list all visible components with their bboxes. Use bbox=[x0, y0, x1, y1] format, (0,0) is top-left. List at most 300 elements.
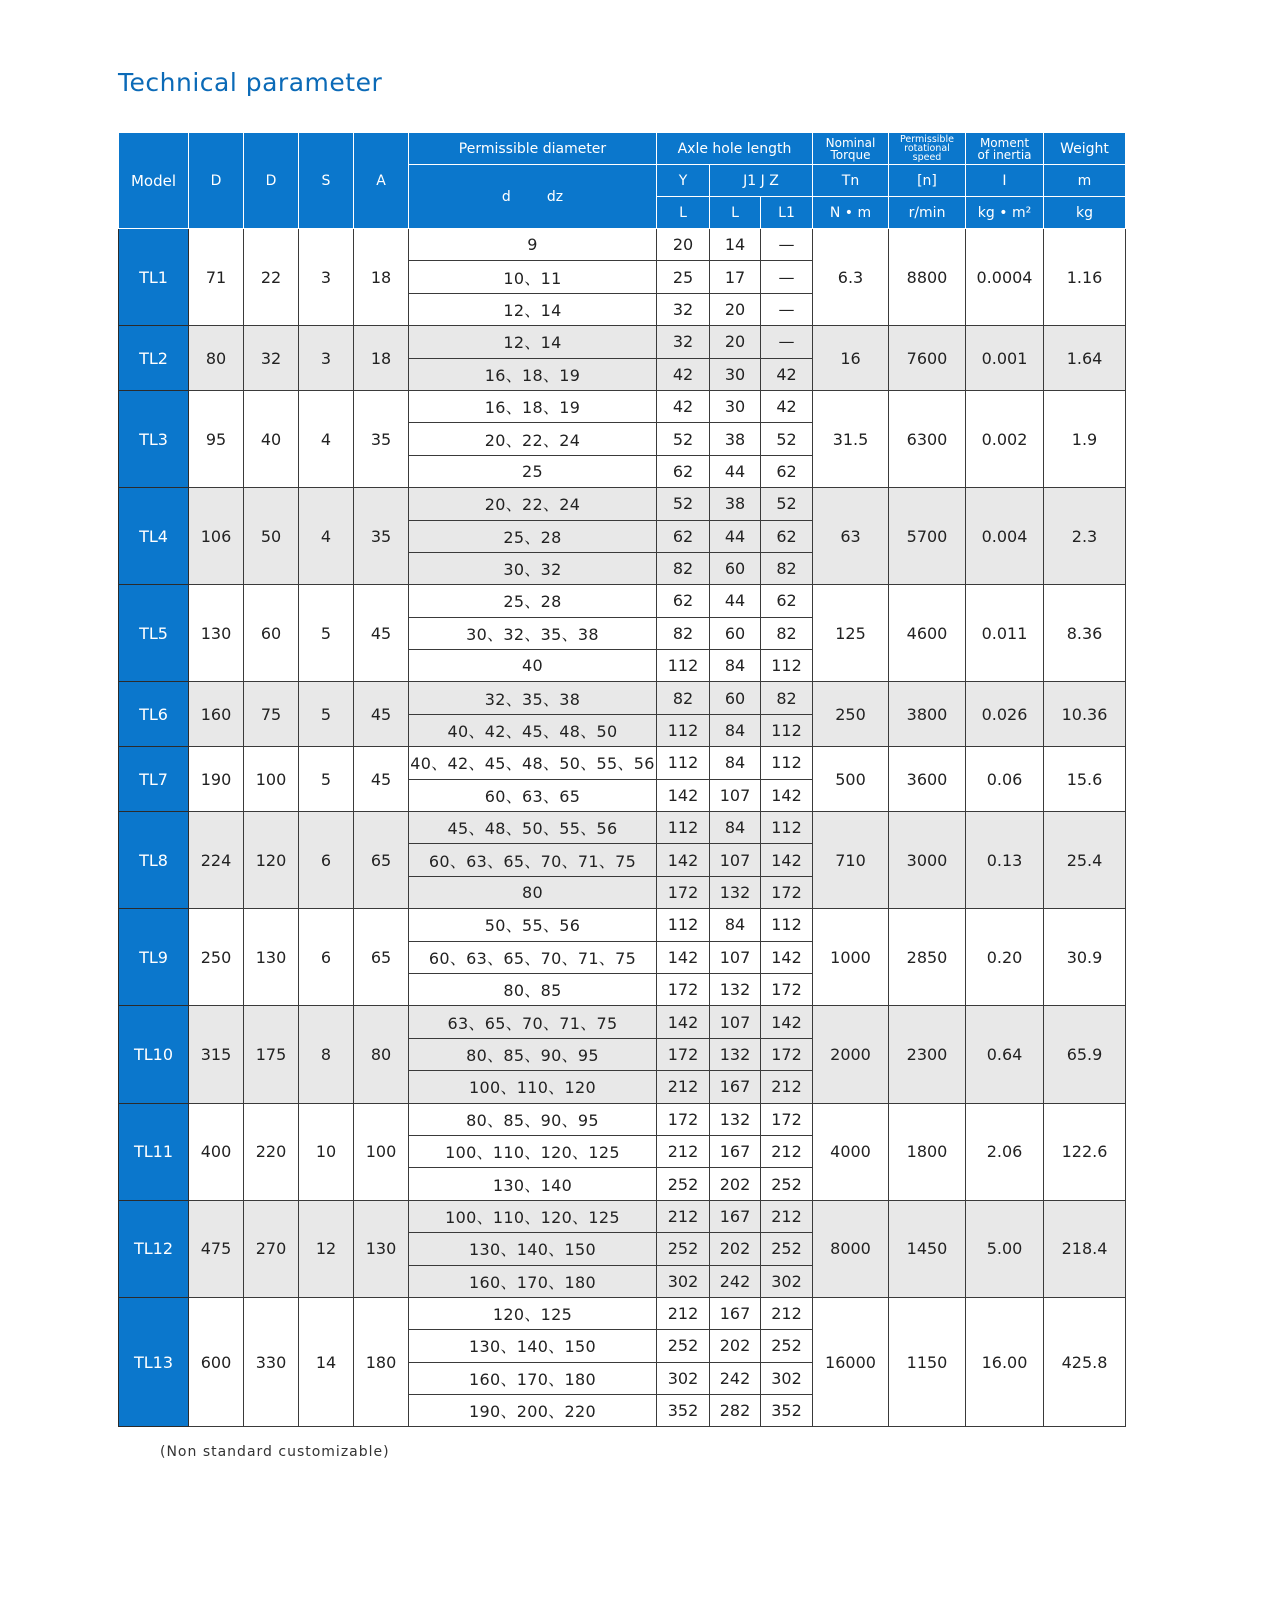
table-row bbox=[119, 585, 1126, 617]
length-l1-cell: 172 bbox=[761, 1038, 813, 1070]
inertia-cell: 0.026 bbox=[966, 682, 1044, 747]
length-y-cell: 112 bbox=[657, 812, 710, 844]
dimension-d1-cell: 400 bbox=[189, 1103, 244, 1200]
dimension-d2-cell: 130 bbox=[244, 909, 299, 1006]
diameter-cell: 60、63、65、70、71、75 bbox=[409, 844, 657, 876]
speed-cell: 3800 bbox=[889, 682, 966, 747]
dimension-d2-cell: 220 bbox=[244, 1103, 299, 1200]
dimension-d1-cell: 315 bbox=[189, 1006, 244, 1103]
length-l1-cell: 112 bbox=[761, 909, 813, 941]
dimension-a-cell: 45 bbox=[354, 682, 409, 747]
dimension-d2-cell: 270 bbox=[244, 1200, 299, 1297]
dimension-d1-cell: 106 bbox=[189, 488, 244, 585]
torque-cell: 4000 bbox=[813, 1103, 889, 1200]
length-y-cell: 252 bbox=[657, 1233, 710, 1265]
length-y-cell: 172 bbox=[657, 1103, 710, 1135]
technical-parameter-table bbox=[118, 132, 1126, 1427]
dimension-d1-cell: 224 bbox=[189, 812, 244, 909]
length-l1-cell: 252 bbox=[761, 1168, 813, 1200]
diameter-cell: 80、85 bbox=[409, 973, 657, 1005]
diameter-cell: 130、140、150 bbox=[409, 1233, 657, 1265]
diameter-cell: 25 bbox=[409, 455, 657, 487]
length-j-cell: 60 bbox=[710, 617, 761, 649]
length-j-cell: 84 bbox=[710, 909, 761, 941]
dimension-d1-cell: 95 bbox=[189, 390, 244, 487]
diameter-cell: 50、55、56 bbox=[409, 909, 657, 941]
dimension-s-cell: 12 bbox=[299, 1200, 354, 1297]
weight-cell: 1.9 bbox=[1044, 390, 1126, 487]
length-y-cell: 20 bbox=[657, 229, 710, 261]
dimension-s-cell: 5 bbox=[299, 682, 354, 747]
length-j-cell: 202 bbox=[710, 1233, 761, 1265]
diameter-cell: 45、48、50、55、56 bbox=[409, 812, 657, 844]
dimension-a-cell: 45 bbox=[354, 585, 409, 682]
length-l1-cell: 142 bbox=[761, 941, 813, 973]
header-rotational-speed bbox=[889, 133, 966, 165]
length-y-cell: 82 bbox=[657, 552, 710, 584]
diameter-cell: 130、140、150 bbox=[409, 1330, 657, 1362]
length-y-cell: 82 bbox=[657, 617, 710, 649]
torque-cell: 63 bbox=[813, 488, 889, 585]
header-rotational-speed-line2: rotational bbox=[904, 143, 950, 154]
speed-cell: 5700 bbox=[889, 488, 966, 585]
diameter-cell: 16、18、19 bbox=[409, 390, 657, 422]
dimension-a-cell: 35 bbox=[354, 488, 409, 585]
length-j-cell: 132 bbox=[710, 1038, 761, 1070]
header-nominal-torque-line1: Nominal bbox=[825, 135, 876, 150]
dimension-d2-cell: 32 bbox=[244, 326, 299, 391]
table-row bbox=[119, 326, 1126, 358]
header-d-dz bbox=[409, 165, 657, 229]
dimension-a-cell: 18 bbox=[354, 229, 409, 326]
length-l1-cell: 212 bbox=[761, 1071, 813, 1103]
table-row bbox=[119, 390, 1126, 422]
dimension-s-cell: 6 bbox=[299, 812, 354, 909]
length-y-cell: 42 bbox=[657, 390, 710, 422]
dimension-s-cell: 10 bbox=[299, 1103, 354, 1200]
header-permissible-diameter: Permissible diameter bbox=[409, 133, 657, 165]
header-weight: Weight bbox=[1044, 133, 1126, 165]
length-l1-cell: 42 bbox=[761, 358, 813, 390]
dimension-a-cell: 45 bbox=[354, 747, 409, 812]
header-axle-hole-length: Axle hole length bbox=[657, 133, 813, 165]
length-l1-cell: 352 bbox=[761, 1395, 813, 1427]
length-j-cell: 84 bbox=[710, 747, 761, 779]
diameter-cell: 12、14 bbox=[409, 293, 657, 325]
dimension-d1-cell: 160 bbox=[189, 682, 244, 747]
diameter-cell: 25、28 bbox=[409, 520, 657, 552]
torque-cell: 16000 bbox=[813, 1297, 889, 1427]
header-l-j: L bbox=[710, 197, 761, 229]
dimension-a-cell: 180 bbox=[354, 1297, 409, 1427]
inertia-cell: 0.001 bbox=[966, 326, 1044, 391]
inertia-cell: 5.00 bbox=[966, 1200, 1044, 1297]
header-m: m bbox=[1044, 165, 1126, 197]
length-y-cell: 52 bbox=[657, 488, 710, 520]
diameter-cell: 120、125 bbox=[409, 1297, 657, 1329]
length-j-cell: 242 bbox=[710, 1265, 761, 1297]
length-j-cell: 30 bbox=[710, 390, 761, 422]
dimension-d2-cell: 330 bbox=[244, 1297, 299, 1427]
length-y-cell: 142 bbox=[657, 779, 710, 811]
diameter-cell: 60、63、65 bbox=[409, 779, 657, 811]
dimension-d1-cell: 475 bbox=[189, 1200, 244, 1297]
model-cell: TL12 bbox=[119, 1200, 189, 1297]
length-y-cell: 32 bbox=[657, 326, 710, 358]
length-j-cell: 17 bbox=[710, 261, 761, 293]
speed-cell: 3000 bbox=[889, 812, 966, 909]
length-y-cell: 82 bbox=[657, 682, 710, 714]
table-row bbox=[119, 1103, 1126, 1135]
length-j-cell: 167 bbox=[710, 1297, 761, 1329]
length-j-cell: 44 bbox=[710, 585, 761, 617]
diameter-cell: 16、18、19 bbox=[409, 358, 657, 390]
header-j1jz: J1 J Z bbox=[710, 165, 813, 197]
dimension-d2-cell: 22 bbox=[244, 229, 299, 326]
dimension-d1-cell: 250 bbox=[189, 909, 244, 1006]
diameter-cell: 25、28 bbox=[409, 585, 657, 617]
torque-cell: 710 bbox=[813, 812, 889, 909]
length-j-cell: 20 bbox=[710, 326, 761, 358]
header-moment-line1: Moment bbox=[979, 135, 1030, 150]
length-j-cell: 167 bbox=[710, 1071, 761, 1103]
diameter-cell: 12、14 bbox=[409, 326, 657, 358]
diameter-cell: 32、35、38 bbox=[409, 682, 657, 714]
length-l1-cell: 212 bbox=[761, 1200, 813, 1232]
header-i: I bbox=[966, 165, 1044, 197]
diameter-cell: 160、170、180 bbox=[409, 1265, 657, 1297]
header-tn: Tn bbox=[813, 165, 889, 197]
length-l1-cell: 252 bbox=[761, 1233, 813, 1265]
length-j-cell: 38 bbox=[710, 488, 761, 520]
diameter-cell: 100、110、120 bbox=[409, 1071, 657, 1103]
dimension-d2-cell: 175 bbox=[244, 1006, 299, 1103]
weight-cell: 425.8 bbox=[1044, 1297, 1126, 1427]
length-y-cell: 112 bbox=[657, 747, 710, 779]
header-dz: dz bbox=[546, 188, 564, 205]
length-y-cell: 252 bbox=[657, 1330, 710, 1362]
torque-cell: 1000 bbox=[813, 909, 889, 1006]
inertia-cell: 0.64 bbox=[966, 1006, 1044, 1103]
header-s: S bbox=[299, 133, 354, 229]
length-y-cell: 352 bbox=[657, 1395, 710, 1427]
inertia-cell: 0.011 bbox=[966, 585, 1044, 682]
length-y-cell: 42 bbox=[657, 358, 710, 390]
weight-cell: 10.36 bbox=[1044, 682, 1126, 747]
length-y-cell: 172 bbox=[657, 973, 710, 1005]
length-j-cell: 132 bbox=[710, 876, 761, 908]
header-moment-of-inertia bbox=[966, 133, 1044, 165]
dimension-d1-cell: 71 bbox=[189, 229, 244, 326]
length-j-cell: 14 bbox=[710, 229, 761, 261]
length-j-cell: 132 bbox=[710, 1103, 761, 1135]
length-l1-cell: 142 bbox=[761, 779, 813, 811]
model-cell: TL3 bbox=[119, 390, 189, 487]
length-l1-cell: — bbox=[761, 293, 813, 325]
dimension-a-cell: 65 bbox=[354, 812, 409, 909]
length-y-cell: 212 bbox=[657, 1135, 710, 1167]
weight-cell: 218.4 bbox=[1044, 1200, 1126, 1297]
diameter-cell: 63、65、70、71、75 bbox=[409, 1006, 657, 1038]
header-nominal-torque-line2: Torque bbox=[830, 147, 871, 162]
dimension-d2-cell: 120 bbox=[244, 812, 299, 909]
dimension-d2-cell: 100 bbox=[244, 747, 299, 812]
inertia-cell: 0.0004 bbox=[966, 229, 1044, 326]
header-unit-weight: kg bbox=[1044, 197, 1126, 229]
dimension-s-cell: 4 bbox=[299, 488, 354, 585]
diameter-cell: 10、11 bbox=[409, 261, 657, 293]
length-y-cell: 142 bbox=[657, 941, 710, 973]
weight-cell: 1.64 bbox=[1044, 326, 1126, 391]
length-y-cell: 62 bbox=[657, 520, 710, 552]
length-j-cell: 132 bbox=[710, 973, 761, 1005]
length-y-cell: 62 bbox=[657, 455, 710, 487]
header-unit-inertia: kg • m² bbox=[966, 197, 1044, 229]
length-j-cell: 44 bbox=[710, 520, 761, 552]
dimension-s-cell: 3 bbox=[299, 326, 354, 391]
weight-cell: 15.6 bbox=[1044, 747, 1126, 812]
length-l1-cell: 52 bbox=[761, 423, 813, 455]
torque-cell: 31.5 bbox=[813, 390, 889, 487]
page-title: Technical parameter bbox=[118, 68, 383, 97]
header-d1: D bbox=[189, 133, 244, 229]
inertia-cell: 2.06 bbox=[966, 1103, 1044, 1200]
table-row bbox=[119, 229, 1126, 261]
table-row bbox=[119, 682, 1126, 714]
length-l1-cell: 112 bbox=[761, 747, 813, 779]
speed-cell: 4600 bbox=[889, 585, 966, 682]
length-l1-cell: 142 bbox=[761, 844, 813, 876]
length-y-cell: 252 bbox=[657, 1168, 710, 1200]
weight-cell: 122.6 bbox=[1044, 1103, 1126, 1200]
model-cell: TL9 bbox=[119, 909, 189, 1006]
table-row bbox=[119, 812, 1126, 844]
length-l1-cell: 112 bbox=[761, 714, 813, 746]
length-j-cell: 167 bbox=[710, 1200, 761, 1232]
dimension-d2-cell: 75 bbox=[244, 682, 299, 747]
length-j-cell: 84 bbox=[710, 714, 761, 746]
dimension-s-cell: 5 bbox=[299, 585, 354, 682]
speed-cell: 7600 bbox=[889, 326, 966, 391]
torque-cell: 6.3 bbox=[813, 229, 889, 326]
length-y-cell: 52 bbox=[657, 423, 710, 455]
length-l1-cell: 112 bbox=[761, 812, 813, 844]
inertia-cell: 0.002 bbox=[966, 390, 1044, 487]
length-j-cell: 202 bbox=[710, 1330, 761, 1362]
length-j-cell: 84 bbox=[710, 812, 761, 844]
length-j-cell: 60 bbox=[710, 682, 761, 714]
diameter-cell: 80、85、90、95 bbox=[409, 1038, 657, 1070]
length-j-cell: 84 bbox=[710, 650, 761, 682]
footnote: (Non standard customizable) bbox=[160, 1444, 390, 1460]
header-unit-speed: r/min bbox=[889, 197, 966, 229]
length-j-cell: 60 bbox=[710, 552, 761, 584]
dimension-a-cell: 130 bbox=[354, 1200, 409, 1297]
diameter-cell: 160、170、180 bbox=[409, 1362, 657, 1394]
length-y-cell: 302 bbox=[657, 1265, 710, 1297]
length-j-cell: 107 bbox=[710, 779, 761, 811]
length-y-cell: 112 bbox=[657, 714, 710, 746]
model-cell: TL10 bbox=[119, 1006, 189, 1103]
header-rotational-speed-line3: speed bbox=[912, 152, 942, 163]
dimension-d1-cell: 80 bbox=[189, 326, 244, 391]
length-y-cell: 212 bbox=[657, 1297, 710, 1329]
length-y-cell: 62 bbox=[657, 585, 710, 617]
dimension-s-cell: 6 bbox=[299, 909, 354, 1006]
weight-cell: 30.9 bbox=[1044, 909, 1126, 1006]
length-y-cell: 172 bbox=[657, 876, 710, 908]
speed-cell: 3600 bbox=[889, 747, 966, 812]
model-cell: TL4 bbox=[119, 488, 189, 585]
header-l-y: L bbox=[657, 197, 710, 229]
header-a: A bbox=[354, 133, 409, 229]
length-y-cell: 142 bbox=[657, 1006, 710, 1038]
table-row bbox=[119, 488, 1126, 520]
diameter-cell: 60、63、65、70、71、75 bbox=[409, 941, 657, 973]
inertia-cell: 0.13 bbox=[966, 812, 1044, 909]
header-nominal-torque bbox=[813, 133, 889, 165]
torque-cell: 16 bbox=[813, 326, 889, 391]
diameter-cell: 40 bbox=[409, 650, 657, 682]
speed-cell: 1800 bbox=[889, 1103, 966, 1200]
dimension-s-cell: 14 bbox=[299, 1297, 354, 1427]
diameter-cell: 80、85、90、95 bbox=[409, 1103, 657, 1135]
length-j-cell: 20 bbox=[710, 293, 761, 325]
header-l1: L1 bbox=[761, 197, 813, 229]
length-j-cell: 107 bbox=[710, 941, 761, 973]
diameter-cell: 9 bbox=[409, 229, 657, 261]
length-j-cell: 44 bbox=[710, 455, 761, 487]
dimension-s-cell: 4 bbox=[299, 390, 354, 487]
header-y: Y bbox=[657, 165, 710, 197]
inertia-cell: 0.004 bbox=[966, 488, 1044, 585]
dimension-a-cell: 65 bbox=[354, 909, 409, 1006]
model-cell: TL8 bbox=[119, 812, 189, 909]
length-y-cell: 212 bbox=[657, 1071, 710, 1103]
model-cell: TL11 bbox=[119, 1103, 189, 1200]
length-l1-cell: 62 bbox=[761, 585, 813, 617]
length-l1-cell: 252 bbox=[761, 1330, 813, 1362]
length-j-cell: 38 bbox=[710, 423, 761, 455]
length-l1-cell: 142 bbox=[761, 1006, 813, 1038]
table-row bbox=[119, 747, 1126, 779]
length-l1-cell: 82 bbox=[761, 617, 813, 649]
dimension-d2-cell: 40 bbox=[244, 390, 299, 487]
diameter-cell: 20、22、24 bbox=[409, 488, 657, 520]
diameter-cell: 30、32、35、38 bbox=[409, 617, 657, 649]
diameter-cell: 80 bbox=[409, 876, 657, 908]
length-y-cell: 212 bbox=[657, 1200, 710, 1232]
torque-cell: 8000 bbox=[813, 1200, 889, 1297]
weight-cell: 8.36 bbox=[1044, 585, 1126, 682]
length-l1-cell: 52 bbox=[761, 488, 813, 520]
model-cell: TL13 bbox=[119, 1297, 189, 1427]
dimension-d1-cell: 130 bbox=[189, 585, 244, 682]
diameter-cell: 190、200、220 bbox=[409, 1395, 657, 1427]
length-l1-cell: 302 bbox=[761, 1362, 813, 1394]
diameter-cell: 20、22、24 bbox=[409, 423, 657, 455]
length-j-cell: 202 bbox=[710, 1168, 761, 1200]
length-l1-cell: 82 bbox=[761, 552, 813, 584]
length-y-cell: 32 bbox=[657, 293, 710, 325]
length-l1-cell: 62 bbox=[761, 520, 813, 552]
diameter-cell: 130、140 bbox=[409, 1168, 657, 1200]
header-n: [n] bbox=[889, 165, 966, 197]
dimension-d1-cell: 190 bbox=[189, 747, 244, 812]
diameter-cell: 100、110、120、125 bbox=[409, 1200, 657, 1232]
dimension-s-cell: 5 bbox=[299, 747, 354, 812]
header-model: Model bbox=[119, 133, 189, 229]
header-rotational-speed-line1: Permissible bbox=[900, 134, 954, 145]
model-cell: TL7 bbox=[119, 747, 189, 812]
model-cell: TL2 bbox=[119, 326, 189, 391]
diameter-cell: 100、110、120、125 bbox=[409, 1135, 657, 1167]
length-j-cell: 242 bbox=[710, 1362, 761, 1394]
header-d: d bbox=[501, 188, 511, 205]
length-y-cell: 302 bbox=[657, 1362, 710, 1394]
length-j-cell: 282 bbox=[710, 1395, 761, 1427]
table-row bbox=[119, 1200, 1126, 1232]
dimension-a-cell: 100 bbox=[354, 1103, 409, 1200]
model-cell: TL1 bbox=[119, 229, 189, 326]
length-l1-cell: 212 bbox=[761, 1135, 813, 1167]
torque-cell: 2000 bbox=[813, 1006, 889, 1103]
dimension-d1-cell: 600 bbox=[189, 1297, 244, 1427]
speed-cell: 8800 bbox=[889, 229, 966, 326]
inertia-cell: 16.00 bbox=[966, 1297, 1044, 1427]
length-y-cell: 25 bbox=[657, 261, 710, 293]
diameter-cell: 30、32 bbox=[409, 552, 657, 584]
dimension-a-cell: 35 bbox=[354, 390, 409, 487]
torque-cell: 500 bbox=[813, 747, 889, 812]
dimension-d2-cell: 50 bbox=[244, 488, 299, 585]
table-body bbox=[119, 229, 1126, 1427]
length-y-cell: 112 bbox=[657, 650, 710, 682]
length-y-cell: 112 bbox=[657, 909, 710, 941]
speed-cell: 2300 bbox=[889, 1006, 966, 1103]
length-l1-cell: 42 bbox=[761, 390, 813, 422]
length-l1-cell: 172 bbox=[761, 1103, 813, 1135]
length-l1-cell: 112 bbox=[761, 650, 813, 682]
header-unit-torque: N • m bbox=[813, 197, 889, 229]
torque-cell: 125 bbox=[813, 585, 889, 682]
length-j-cell: 107 bbox=[710, 844, 761, 876]
length-l1-cell: 82 bbox=[761, 682, 813, 714]
length-l1-cell: — bbox=[761, 261, 813, 293]
dimension-a-cell: 80 bbox=[354, 1006, 409, 1103]
header-d2: D bbox=[244, 133, 299, 229]
torque-cell: 250 bbox=[813, 682, 889, 747]
length-l1-cell: 212 bbox=[761, 1297, 813, 1329]
inertia-cell: 0.20 bbox=[966, 909, 1044, 1006]
speed-cell: 1450 bbox=[889, 1200, 966, 1297]
weight-cell: 1.16 bbox=[1044, 229, 1126, 326]
weight-cell: 25.4 bbox=[1044, 812, 1126, 909]
diameter-cell: 40、42、45、48、50 bbox=[409, 714, 657, 746]
length-l1-cell: — bbox=[761, 326, 813, 358]
length-l1-cell: 172 bbox=[761, 876, 813, 908]
length-j-cell: 167 bbox=[710, 1135, 761, 1167]
length-j-cell: 30 bbox=[710, 358, 761, 390]
length-l1-cell: 172 bbox=[761, 973, 813, 1005]
length-y-cell: 142 bbox=[657, 844, 710, 876]
length-l1-cell: — bbox=[761, 229, 813, 261]
inertia-cell: 0.06 bbox=[966, 747, 1044, 812]
table-row bbox=[119, 1006, 1126, 1038]
dimension-a-cell: 18 bbox=[354, 326, 409, 391]
table-row bbox=[119, 909, 1126, 941]
table-row bbox=[119, 1297, 1126, 1329]
